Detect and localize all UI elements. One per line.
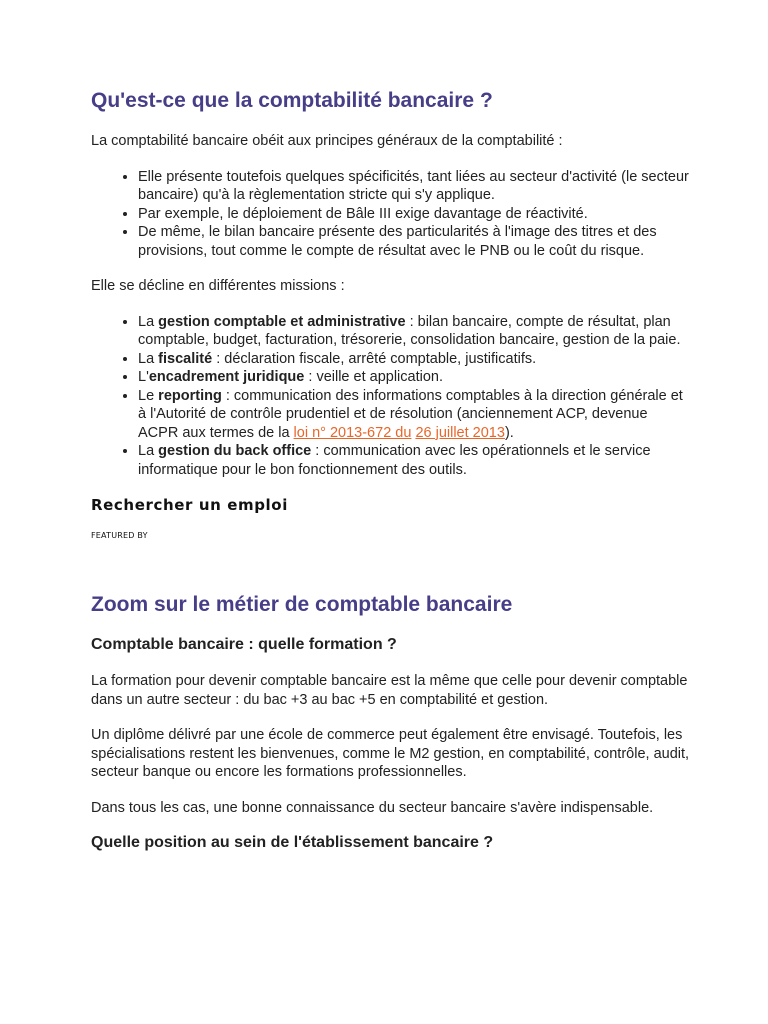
formation-heading: Comptable bancaire : quelle formation ? — [91, 636, 397, 653]
mission-label: fiscalité — [158, 350, 213, 367]
mission-prefix: La — [138, 443, 159, 459]
list-item: • Elle présente toutefois quelques spécificités, tant liées au secteur d'activité (le secteur bancaire) qu'à la règlementation stricte qui s'y applique. — [138, 168, 691, 205]
mission-label: gestion du back office — [158, 443, 312, 459]
mission-text: : déclaration fiscale, arrêté comptable, justificatifs. — [212, 350, 537, 367]
list-item: • De même, le bilan bancaire présente des particularités à l'image des titres et des provisions, tout comme le compte de résultat avec le PNB ou le coût du risque. — [138, 223, 691, 260]
missions-intro: Elle se décline en différentes missions : — [91, 278, 345, 294]
featured-by-label: FEATURED BY — [91, 531, 148, 540]
law-link[interactable]: loi n° 2013-672 du — [293, 424, 412, 441]
mission-text: : communication des informations comptables à la direction générale et à l'Autorité de contrôle prudentiel et de résolution (anciennement ACP, devenue ACPR aux termes de la — [138, 387, 683, 441]
list-item — [138, 313, 691, 350]
missions-list — [91, 313, 691, 480]
principles-list — [91, 168, 691, 261]
list-item — [138, 368, 691, 387]
intro-paragraph: La comptabilité bancaire obéit aux principes généraux de la comptabilité : — [91, 133, 563, 149]
mission-label: gestion comptable et administrative — [158, 313, 406, 330]
mission-label: encadrement juridique — [148, 369, 305, 385]
mission-label: reporting — [158, 387, 222, 404]
mission-prefix: La — [138, 313, 159, 330]
paragraph: Dans tous les cas, une bonne connaissance du secteur bancaire s'avère indispensable. — [91, 799, 654, 816]
mission-prefix: L' — [138, 369, 149, 385]
paragraph: La formation pour devenir comptable bancaire est la même que celle pour devenir comptable dans un autre secteur : du bac +3 au bac +5 en comptabilité et gestion. — [91, 673, 688, 708]
paragraph: Un diplôme délivré par une école de commerce peut également être envisagé. Toutefois, les spécialisations restent les bienvenues, comme le M2 gestion, en comptabilité, contrôle, audit, secteur banque ou encore les formations professionnelles. — [91, 727, 690, 780]
mission-prefix: Le — [138, 387, 159, 404]
mission-text: : veille et application. — [304, 369, 443, 385]
section-title-comptabilite: Qu'est-ce que la comptabilité bancaire ? — [91, 89, 493, 112]
article-content — [91, 86, 691, 854]
mission-text: : communication avec les opérationnels et le service informatique pour le bon fonctionnement des outils. — [138, 443, 651, 478]
list-item: • Par exemple, le déploiement de Bâle III exige davantage de réactivité. — [138, 205, 691, 224]
list-item — [138, 387, 691, 443]
law-date-link[interactable]: 26 juillet 2013 — [415, 424, 505, 441]
position-heading: Quelle position au sein de l'établissement bancaire ? — [91, 834, 494, 851]
mission-prefix: La — [138, 350, 159, 367]
job-search-title: Rechercher un emploi — [91, 496, 288, 514]
mission-suffix: ). — [504, 424, 514, 441]
list-item — [138, 350, 691, 369]
mission-text: : bilan bancaire, compte de résultat, plan comptable, budget, facturation, trésorerie, consolidation bancaire, gestion de la paie. — [138, 313, 681, 348]
list-item — [138, 442, 691, 479]
section-title-metier: Zoom sur le métier de comptable bancaire — [91, 593, 513, 616]
